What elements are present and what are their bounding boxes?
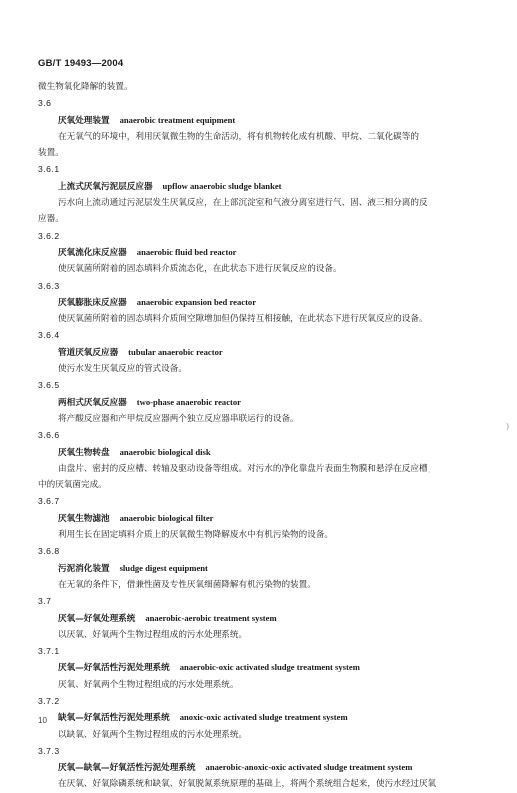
term-line	[38, 112, 480, 129]
term-chinese: 厌氧生物转盘	[58, 447, 110, 458]
term-line	[38, 294, 480, 311]
definition-text: 利用生长在固定填料介质上的厌氧微生物降解废水中有机污染物的设备。	[58, 530, 334, 541]
term-english: anaerobic-anoxic-oxic activated sludge treatment system	[205, 762, 413, 773]
lead-text: 微生物氧化降解的装置。	[38, 82, 133, 92]
term-line	[38, 244, 480, 261]
term-line	[38, 444, 480, 461]
definition-text: 在厌氧、好氧除磷系统和缺氧、好氧脱氮系统原理的基础上，将两个系统组合起来，使污水经过厌氧	[58, 779, 437, 790]
clause-number: 3.7.1	[38, 646, 60, 657]
term-chinese: 厌氧—好氧活性污泥处理系统	[58, 663, 170, 674]
clause-number: 3.7	[38, 596, 52, 607]
term-english: anaerobic-oxic activated sludge treatment system	[179, 662, 360, 673]
clause-number: 3.6.4	[38, 330, 60, 341]
term-chinese: 上流式厌氧污泥层反应器	[58, 181, 153, 192]
term-english: sludge digest equipment	[119, 562, 208, 573]
definition-text: 将产酸反应器和产甲烷反应器两个独立反应器串联运行的设备。	[58, 413, 299, 424]
term-line	[38, 659, 480, 676]
term-english: anaerobic biological filter	[119, 512, 214, 523]
definition-text: 在无氧的条件下，借兼性菌及专性厌氧细菌降解有机污染物的装置。	[58, 579, 316, 590]
term-english: anaerobic-aerobic treatment system	[145, 612, 277, 623]
term-chinese: 厌氧生物滤池	[58, 513, 110, 524]
term-english: tubular anaerobic reactor	[128, 346, 223, 357]
clause-number: 3.6	[38, 98, 52, 109]
term-chinese: 厌氧流化床反应器	[58, 247, 127, 258]
definition-text: 装置。	[38, 148, 64, 159]
term-line	[38, 510, 480, 527]
term-english: two-phase anaerobic reactor	[136, 396, 241, 407]
definition-text: 使厌氧菌所附着的固态填料介质流态化，在此状态下进行厌氧反应的设备。	[58, 264, 342, 275]
clause-number: 3.6.8	[38, 546, 60, 557]
term-chinese: 厌氧—好氧处理系统	[58, 613, 136, 624]
term-line	[38, 344, 480, 361]
definition-text: 在无氧气的环境中，利用厌氧微生物的生命活动，将有机物转化成有机酸、甲烷、二氧化碳等的	[58, 131, 419, 142]
clause-number: 3.7.2	[38, 695, 60, 706]
clause-number: 3.6.3	[38, 280, 60, 291]
clause-number: 3.6.7	[38, 496, 60, 507]
term-english: anaerobic treatment equipment	[119, 114, 236, 125]
term-english: anaerobic biological disk	[119, 446, 211, 457]
term-chinese: 污泥消化装置	[58, 563, 110, 574]
term-english: anaerobic fluid bed reactor	[136, 246, 237, 257]
term-line	[38, 560, 480, 577]
page-number: 10	[38, 716, 47, 725]
definition-text: 污水向上流动通过污泥层发生厌氧反应，在上部沉淀室和气液分离室进行气、固、液三相分离的反	[58, 198, 428, 209]
document-body	[38, 79, 480, 793]
term-line	[38, 610, 480, 627]
term-chinese: 厌氧处理装置	[58, 115, 110, 126]
clause-number: 3.6.1	[38, 164, 60, 175]
clause-number: 3.6.2	[38, 230, 60, 241]
term-chinese: 两相式厌氧反应器	[58, 397, 127, 408]
clause-number: 3.7.3	[38, 745, 60, 756]
definition-text: 使污水发生厌氧反应的管式设备。	[58, 364, 187, 375]
margin-mark-right: )	[506, 422, 510, 431]
term-english: anoxic-oxic activated sludge treatment system	[179, 712, 348, 723]
definition-text: 中的厌氧菌完成。	[38, 480, 107, 491]
term-chinese: 厌氧膨胀床反应器	[58, 297, 127, 308]
term-chinese: 缺氧—好氧活性污泥处理系统	[58, 713, 170, 724]
term-chinese: 厌氧—缺氧—好氧活性污泥处理系统	[58, 763, 196, 774]
definition-text: 由盘片、密封的反应槽、转轴及驱动设备等组成。对污水的净化靠盘片表面生物膜和悬浮在反应槽	[58, 463, 428, 474]
definition-text: 使厌氧菌所附着的固态填料介质间空隙增加但仍保持互相接触，在此状态下进行厌氧反应的设备。	[58, 314, 428, 325]
clause-number: 3.6.6	[38, 430, 60, 441]
term-line	[38, 709, 480, 726]
term-line	[38, 178, 480, 195]
term-chinese: 管道厌氧反应器	[58, 347, 119, 358]
margin-mark-dot: ·	[428, 468, 431, 477]
definition-text: 以厌氧、好氧两个生物过程组成的污水处理系统。	[58, 629, 248, 640]
term-line	[38, 394, 480, 411]
definition-text: 应器。	[38, 214, 64, 225]
definition-text: 以缺氧、好氧两个生物过程组成的污水处理系统。	[58, 729, 248, 740]
term-english: upflow anaerobic sludge blanket	[162, 180, 282, 191]
definition-text: 厌氧、好氧两个生物过程组成的污水处理系统。	[58, 679, 239, 690]
clause-number: 3.6.5	[38, 380, 60, 391]
standard-code-header: GB/T 19493—2004	[38, 58, 124, 69]
term-english: anaerobic expansion bed reactor	[136, 296, 257, 307]
